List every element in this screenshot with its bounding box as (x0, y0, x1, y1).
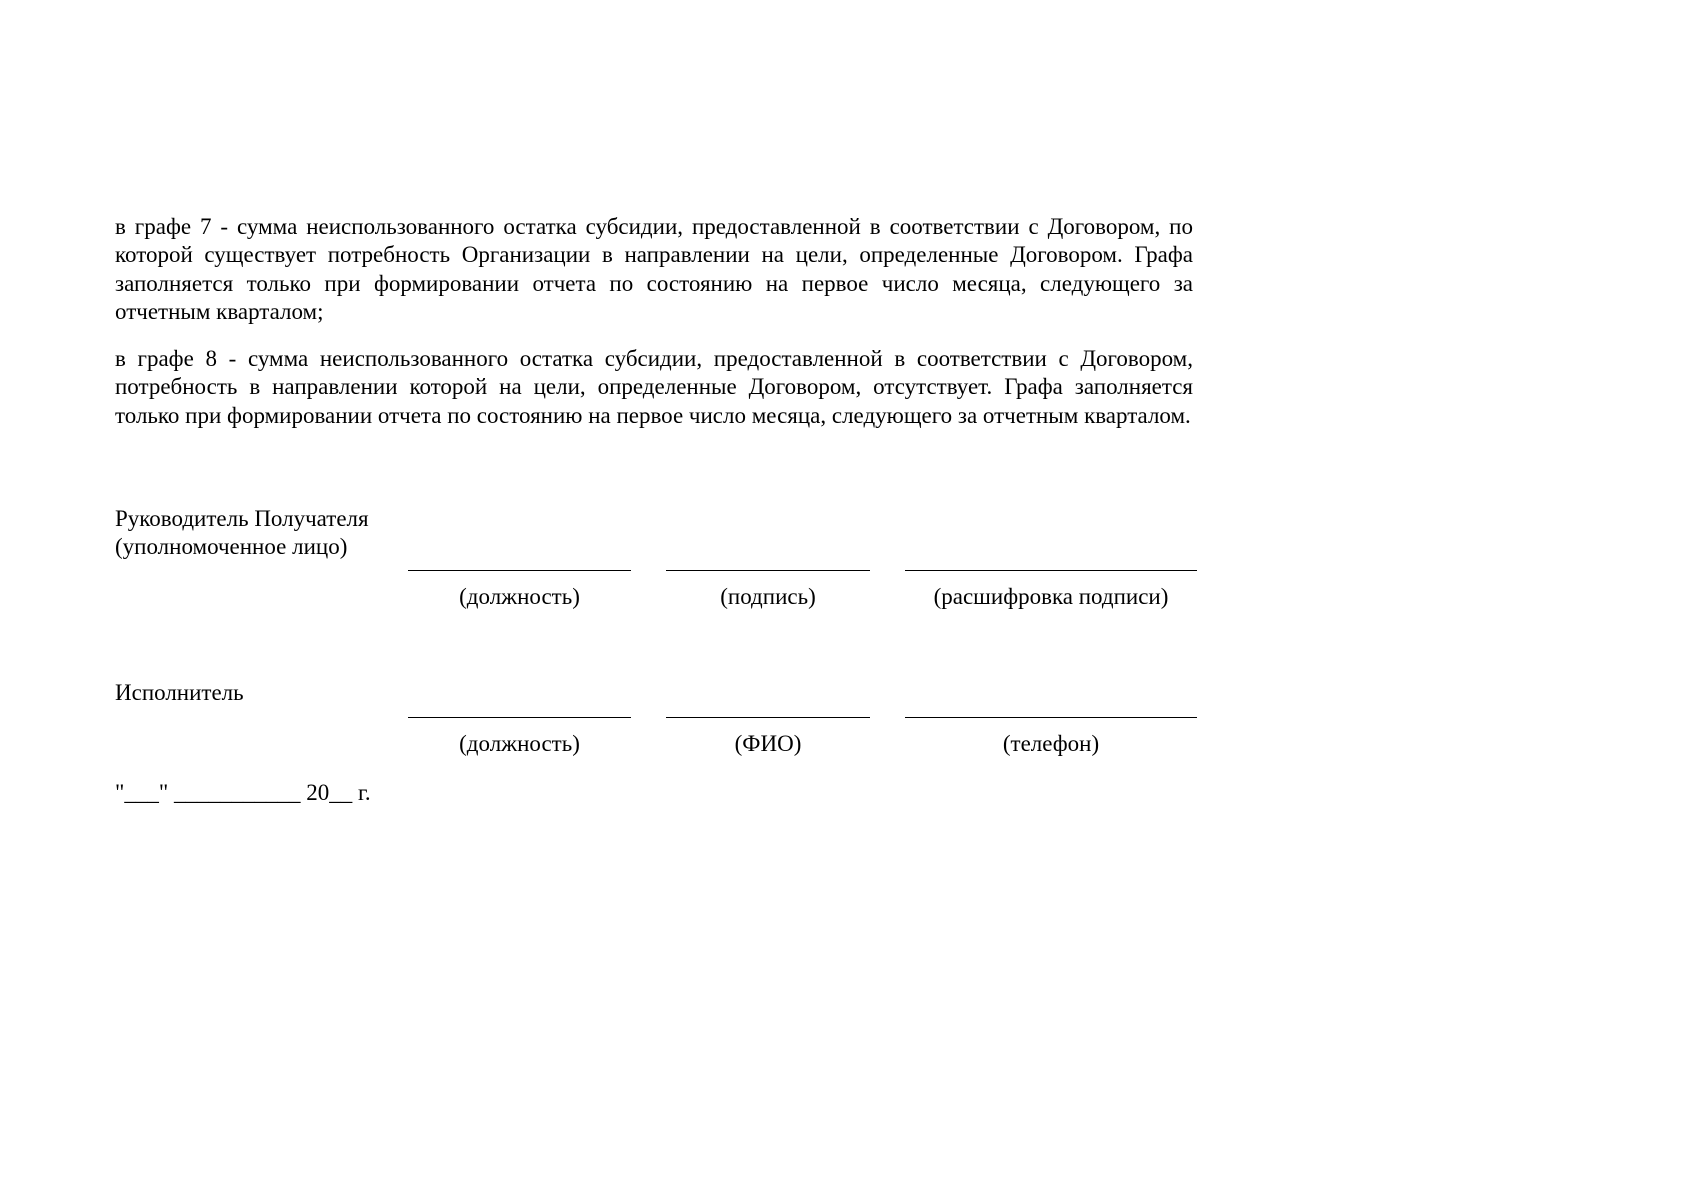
signer-label: Руководитель Получателя (115, 506, 369, 531)
signer-position-field[interactable] (408, 570, 631, 571)
signer-label-note: (уполномоченное лицо) (115, 534, 348, 559)
signer-signature-field[interactable] (666, 570, 870, 571)
paragraph-column-8: в графе 8 - сумма неиспользованного остатка субсидии, предоставленной в соответствии с Договором, потребность в направлении которой на цели, определенные Договором, отсутствует. Графа заполняется только при формировании отчета по состоянию на первое число месяца, следующего за отчетным кварталом. (115, 346, 1193, 428)
executor-phone-caption: (телефон) (1002, 731, 1100, 756)
executor-position-field[interactable] (408, 717, 631, 718)
executor-label: Исполнитель (115, 680, 244, 705)
executor-position-caption: (должность) (459, 731, 580, 756)
signer-name-field[interactable] (905, 570, 1197, 571)
signer-signature-caption: (подпись) (720, 584, 816, 609)
executor-phone-field[interactable] (905, 717, 1197, 718)
executor-fullname-field[interactable] (666, 717, 870, 718)
signer-position-caption: (должность) (459, 584, 580, 609)
executor-fullname-caption: (ФИО) (734, 731, 802, 756)
signer-name-caption: (расшифровка подписи) (933, 584, 1169, 609)
paragraph-column-7: в графе 7 - сумма неиспользованного остатка субсидии, предоставленной в соответствии с Договором, по которой существует потребность Организации в направлении на цели, определенные Договором. Графа заполняется только при формировании отчета по состоянию на первое число месяца, следующего за отчетным кварталом; (115, 214, 1193, 324)
date-line: "___" ___________ 20__ г. (115, 780, 371, 805)
